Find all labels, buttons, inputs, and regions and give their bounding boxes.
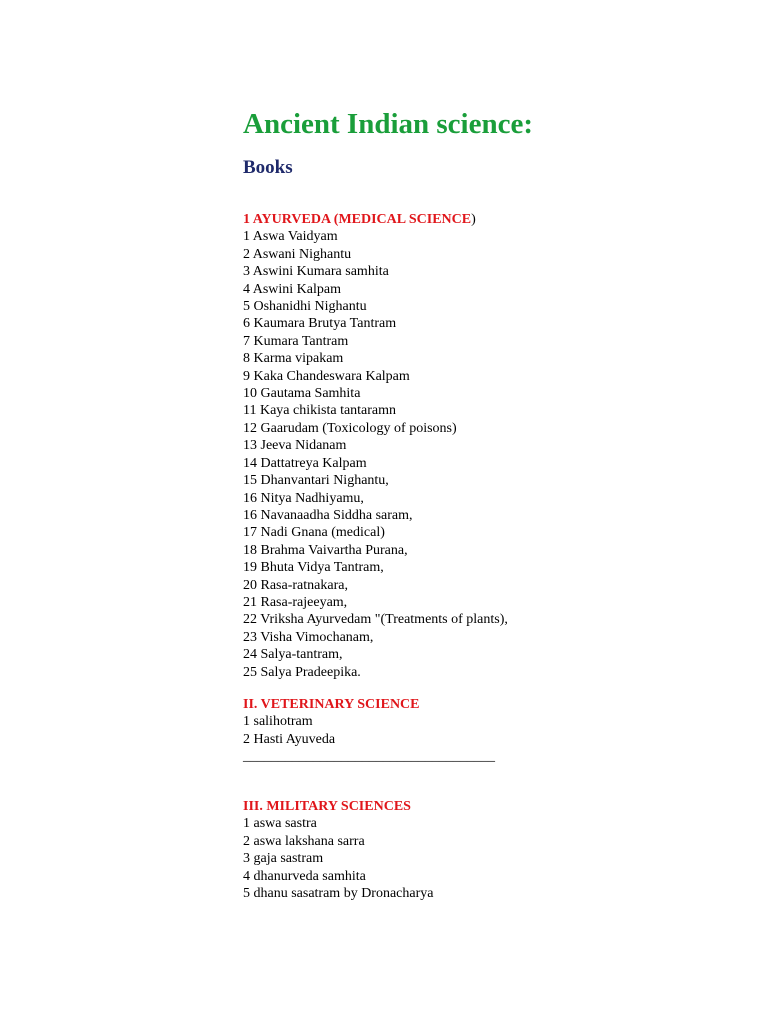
list-item: 22 Vriksha Ayurvedam "(Treatments of plants), — [243, 612, 508, 628]
list-item: 7 Kumara Tantram — [243, 333, 349, 349]
list-item: 4 Aswini Kalpam — [243, 281, 341, 297]
section-military — [243, 798, 433, 902]
list-item: 2 Hasti Ayuveda — [243, 731, 336, 747]
list-item: 9 Kaka Chandeswara Kalpam — [243, 368, 410, 384]
page-subtitle: Books — [243, 157, 293, 178]
list-item: 3 Aswini Kumara samhita — [243, 264, 389, 280]
list-item: 19 Bhuta Vidya Tantram, — [243, 560, 384, 576]
list-item: 20 Rasa-ratnakara, — [243, 577, 348, 593]
list-item: 5 Oshanidhi Nighantu — [243, 299, 367, 315]
list-item: 24 Salya-tantram, — [243, 647, 343, 663]
list-item: 14 Dattatreya Kalpam — [243, 455, 367, 471]
list-item: 21 Rasa-rajeeyam, — [243, 594, 348, 610]
list-item: 2 Aswani Nighantu — [243, 246, 352, 262]
list-item: 4 dhanurveda samhita — [243, 868, 366, 884]
underscore-divider: ____________________________________ — [243, 749, 495, 765]
list-item: 1 aswa sastra — [243, 816, 317, 832]
list-item: 16 Navanaadha Siddha saram, — [243, 507, 413, 523]
list-item: 10 Gautama Samhita — [243, 386, 361, 402]
list-item: 1 Aswa Vaidyam — [243, 229, 338, 245]
list-item: 17 Nadi Gnana (medical) — [243, 525, 385, 541]
section-veterinary — [243, 696, 495, 766]
section-ayurveda — [243, 211, 508, 681]
list-item: 18 Brahma Vaivartha Purana, — [243, 542, 408, 558]
list-item: 8 Karma vipakam — [243, 351, 344, 367]
list-item: 16 Nitya Nadhiyamu, — [243, 490, 364, 506]
section-heading: III. MILITARY SCIENCES — [243, 799, 411, 814]
section-heading: II. VETERINARY SCIENCE — [243, 697, 420, 712]
list-item: 2 aswa lakshana sarra — [243, 833, 365, 849]
list-item: 6 Kaumara Brutya Tantram — [243, 316, 397, 332]
list-item: 5 dhanu sasatram by Dronacharya — [243, 886, 434, 902]
list-item: 11 Kaya chikista tantaramn — [243, 403, 397, 419]
list-item: 25 Salya Pradeepika. — [243, 664, 361, 680]
list-item: 12 Gaarudam (Toxicology of poisons) — [243, 420, 457, 436]
list-item: 3 gaja sastram — [243, 851, 324, 867]
section-heading — [243, 211, 508, 228]
list-item: 23 Visha Vimochanam, — [243, 629, 374, 645]
section-heading-text: 1 AYURVEDA (MEDICAL SCIENCE — [243, 212, 472, 227]
list-item: 1 salihotram — [243, 714, 313, 730]
page-title: Ancient Indian science: — [243, 108, 533, 140]
list-item: 15 Dhanvantari Nighantu, — [243, 473, 389, 489]
section-heading-tail: ) — [471, 212, 476, 227]
list-item: 13 Jeeva Nidanam — [243, 438, 347, 454]
